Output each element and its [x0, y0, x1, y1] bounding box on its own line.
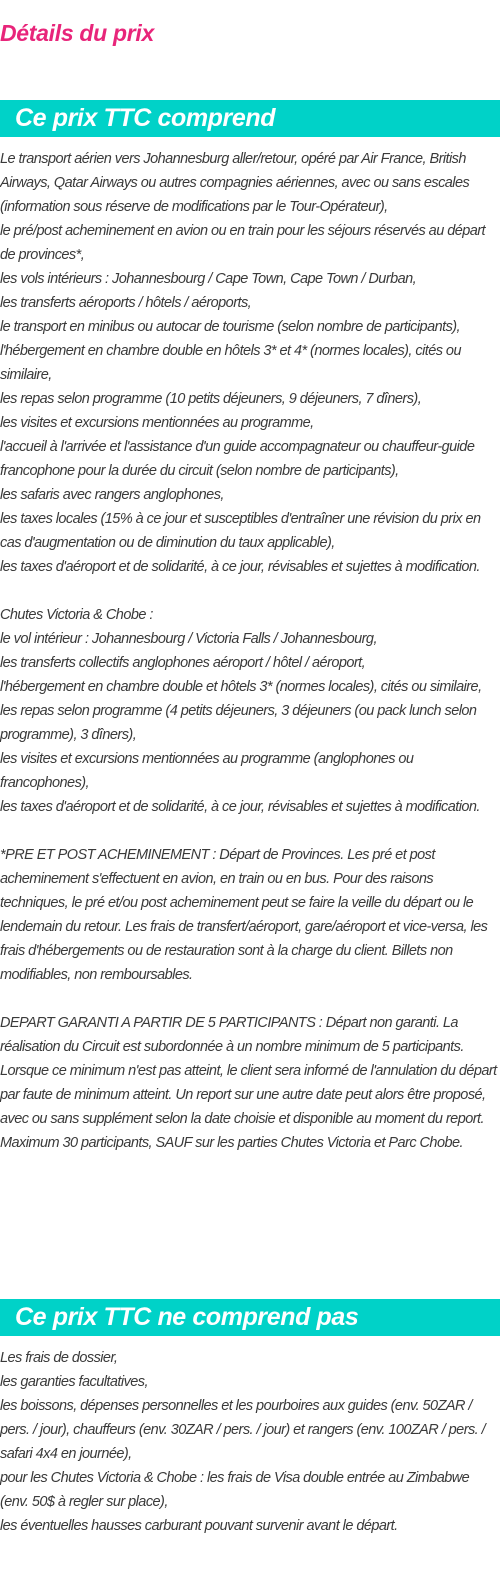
list-item: les garanties facultatives, [0, 1374, 148, 1390]
list-item: les transferts aéroports / hôtels / aéroports, [0, 295, 252, 311]
list-item: les taxes d'aéroport et de solidarité, à ce jour, révisables et sujettes à modification. [0, 799, 480, 815]
list-item: Le transport aérien vers Johannesburg aller/retour, opéré par Air France, British Airways, Qatar Airways ou autres compagnies aériennes, avec ou sans escales (information sous réserve de modifications par le Tour-Opérateur), [0, 151, 470, 215]
list-item: l'hébergement en chambre double et hôtels 3* (normes locales), cités ou similaire, [0, 679, 482, 695]
page-title: Détails du prix [0, 20, 154, 46]
list-item: les éventuelles hausses carburant pouvant survenir avant le départ. [0, 1518, 398, 1534]
list-item: les repas selon programme (10 petits déjeuners, 9 déjeuners, 7 dîners), [0, 391, 422, 407]
list-item: les transferts collectifs anglophones aéroport / hôtel / aéroport, [0, 655, 366, 671]
list-item: les safaris avec rangers anglophones, [0, 487, 224, 503]
list-item: *PRE ET POST ACHEMINEMENT : Départ de Provinces. Les pré et post acheminement s'effectuent en avion, en train ou en bus. Pour des raisons techniques, le pré et/ou post acheminement peut se faire la veille du départ ou le lendemain du retour. Les frais de transfert/aéroport, gare/aéroport et vice-versa, les frais d'hébergements ou de restauration sont à la charge du client. Billets non modifiables, non remboursables. [0, 847, 488, 983]
list-item: DEPART GARANTI A PARTIR DE 5 PARTICIPANTS : Départ non garanti. La réalisation du Circuit est subordonnée à un nombre minimum de 5 participants. Lorsque ce minimum n'est pas atteint, le client sera informé de l'annulation du départ par faute de minimum atteint. Un report sur une autre date peut alors être proposé, avec ou sans supplément selon la date choisie et disponible au moment du report. Maximum 30 participants, SAUF sur les parties Chutes Victoria et Parc Chobe. [0, 1015, 497, 1151]
list-item: les visites et excursions mentionnées au programme, [0, 415, 314, 431]
list-item: les boissons, dépenses personnelles et les pourboires aux guides (env. 50ZAR / pers. / jour), chauffeurs (env. 30ZAR / pers. / jour) et rangers (env. 100ZAR / pers. / safari 4x4 en journée), [0, 1398, 486, 1462]
list-item: les taxes locales (15% à ce jour et susceptibles d'entraîner une révision du prix en cas d'augmentation ou de diminution du taux applicable), [0, 511, 481, 551]
includes-text [0, 147, 500, 1155]
list-item: le transport en minibus ou autocar de tourisme (selon nombre de participants), [0, 319, 461, 335]
list-item: le vol intérieur : Johannesbourg / Victoria Falls / Johannesbourg, [0, 631, 377, 647]
list-item: Les frais de dossier, [0, 1350, 118, 1366]
excludes-text [0, 1346, 500, 1538]
list-item: les vols intérieurs : Johannesbourg / Cape Town, Cape Town / Durban, [0, 271, 417, 287]
includes-section-header [0, 100, 500, 137]
excludes-title: Ce prix TTC ne comprend pas [15, 1303, 359, 1331]
list-item: les repas selon programme (4 petits déjeuners, 3 déjeuners (ou pack lunch selon programme), 3 dîners), [0, 703, 477, 743]
list-item: l'accueil à l'arrivée et l'assistance d'un guide accompagnateur ou chauffeur-guide francophone pour la durée du circuit (selon nombre de participants), [0, 439, 475, 479]
list-item: les taxes d'aéroport et de solidarité, à ce jour, révisables et sujettes à modification. [0, 559, 480, 575]
list-item: les visites et excursions mentionnées au programme (anglophones ou francophones), [0, 751, 414, 791]
excludes-paragraph [0, 1346, 500, 1538]
list-item: le pré/post acheminement en avion ou en train pour les séjours réservés au départ de provinces*, [0, 223, 486, 263]
excludes-section-header [0, 1299, 500, 1336]
list-item: pour les Chutes Victoria & Chobe : les frais de Visa double entrée au Zimbabwe (env. 50$ à regler sur place), [0, 1470, 470, 1510]
includes-paragraph-depart-garanti [0, 1011, 500, 1155]
includes-paragraph-victoria-chobe [0, 603, 500, 819]
includes-paragraph-main [0, 147, 500, 579]
includes-paragraph-pre-post [0, 843, 500, 987]
list-item: l'hébergement en chambre double en hôtels 3* et 4* (normes locales), cités ou similaire, [0, 343, 461, 383]
includes-title: Ce prix TTC comprend [15, 104, 276, 132]
list-item: Chutes Victoria & Chobe : [0, 607, 153, 623]
